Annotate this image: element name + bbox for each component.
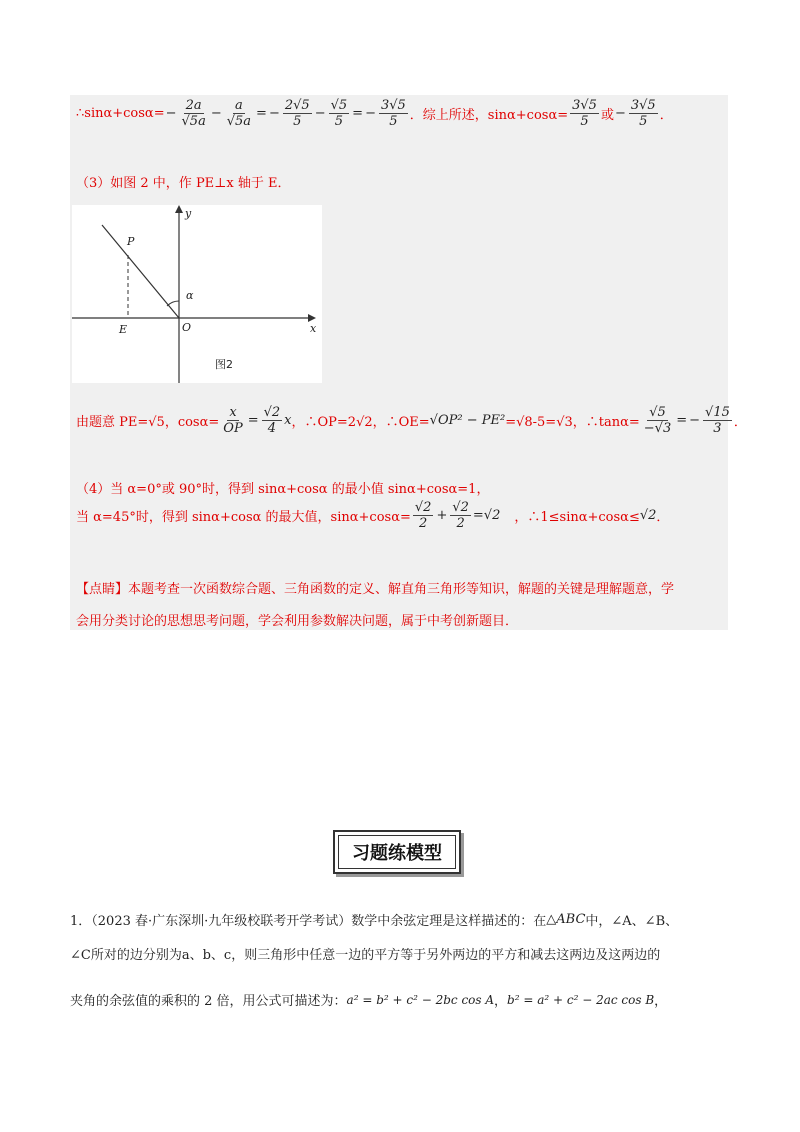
fraction-4: $\frac{√5}{5}$ bbox=[330, 98, 348, 129]
result-fraction-2: $\frac{3√5}{5}$ bbox=[630, 98, 656, 129]
label-alpha: α bbox=[186, 289, 194, 302]
problem-line-3: 夹角的余弦值的乘积的 2 倍，用公式可描述为： a² = b² + c² − 2bc cos A ， b² = a² + c² − 2ac cos B ， bbox=[70, 992, 668, 1009]
fraction-root15-3: $\frac{√15}{3}$ bbox=[705, 405, 730, 436]
fraction-root2-4: $\frac{√2}{4}$ bbox=[263, 405, 281, 436]
label-e: E bbox=[119, 323, 128, 336]
formula-b-squared: b² = a² + c² − 2ac cos B bbox=[507, 992, 655, 1007]
figure-caption: 图2 bbox=[215, 358, 233, 371]
formula-a-squared: a² = b² + c² − 2bc cos A bbox=[346, 992, 495, 1007]
label-x: x bbox=[310, 322, 317, 335]
fraction-1: $\frac{2a}{√5a}$ bbox=[181, 98, 206, 129]
comment-line-2: 会用分类讨论的思想思考问题，学会利用参数解决问题，属于中考创新题目． bbox=[76, 614, 519, 629]
fraction-3: $\frac{2√5}{5}$ bbox=[284, 98, 310, 129]
or-text: 或 bbox=[600, 108, 614, 123]
step-3-text: （3）如图 2 中，作 PE⊥x 轴于 E． bbox=[76, 176, 291, 191]
comment-line-1: 【点睛】本题考查一次函数综合题、三角函数的定义、解直角三角形等知识，解题的关键是理解题意，学 bbox=[76, 582, 675, 597]
problem-line-1: 1．（2023 春·广东深圳·九年级校联考开学考试）数学中余弦定理是这样描述的：在 △ABC 中，∠A、∠B、 bbox=[70, 912, 679, 929]
fraction-tan: $\frac{√5}{-√3}$ bbox=[643, 405, 672, 436]
step-4b-line: 当 α=45°时，得到 sinα+cosα 的最大值，sinα+cosα= $\frac{√2}{2}$ + $\frac{√2}{2}$ =√2 ，∴1≤sinα+cosα≤ √2 ． bbox=[76, 500, 670, 531]
fraction-5: $\frac{3√5}{5}$ bbox=[380, 98, 406, 129]
solution-prefix: ∴sinα+cosα= bbox=[76, 106, 165, 121]
fraction-x-op: $\frac{x}{OP}$ bbox=[223, 405, 243, 436]
coordinate-diagram bbox=[72, 205, 322, 383]
result-fraction-1: $\frac{3√5}{5}$ bbox=[572, 98, 597, 129]
figure-2 bbox=[72, 205, 322, 383]
problem-line-2: ∠C所对的边分别为a、b、c，则三角形中任意一边的平方等于另外两边的平方和减去这两边及这两边的 bbox=[70, 948, 661, 963]
fraction-root2-2-b: $\frac{√2}{2}$ bbox=[452, 500, 469, 531]
fraction-root2-2-a: $\frac{√2}{2}$ bbox=[414, 500, 432, 531]
oe-expression: √OP² − PE² bbox=[429, 413, 506, 428]
solution-line-1: ∴sinα+cosα= − $\frac{2a}{√5a}$ − $\frac{a}{√5a}$ = − $\frac{2√5}{5}$ − $\frac{√5}{5}$ = − $\frac{3√5}{5}$ ．综上所述，sinα+cosα= $\frac{3√5}{5}$ 或 − $\frac{3√5}{5}$ ． bbox=[76, 98, 673, 129]
section-title: 习题练模型 bbox=[333, 830, 461, 874]
label-y: y bbox=[185, 207, 192, 220]
step-4a-text: （4）当 α=0°或 90°时，得到 sinα+cosα 的最小值 sinα+cosα=1， bbox=[76, 482, 490, 497]
label-p: P bbox=[127, 235, 135, 248]
label-o: O bbox=[182, 321, 192, 334]
conclusion-text: ．综上所述，sinα+cosα= bbox=[409, 108, 569, 123]
solution-line-pe: 由题意 PE=√5，cosα= $\frac{x}{OP}$ = $\frac{√2}{4}$ x ，∴OP=2√2，∴OE= √OP² − PE² =√8-5=√3，∴tanα= $\frac{√5}{-√3}$ = − $\frac{√15}{3}$ ． bbox=[76, 405, 747, 436]
fraction-2: $\frac{a}{√5a}$ bbox=[226, 98, 252, 129]
